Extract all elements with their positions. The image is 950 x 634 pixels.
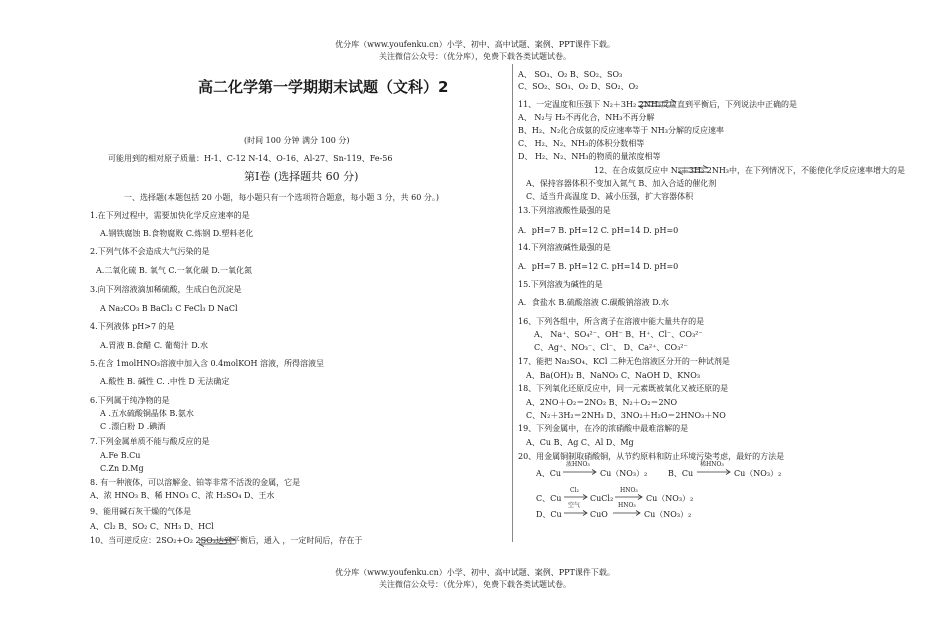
question-3-options: A Na₂CO₃ B BaCl₂ C FeCl₃ D NaCl	[100, 304, 238, 313]
arrow-right-icon	[696, 469, 732, 475]
question-10: 10、当可逆反应：2SO₂+O₂ 2SO₃达到平衡后，通入 ，一定时间后，存在于	[90, 536, 363, 545]
question-19-options: A、Cu B、Ag C、Al D、Mg	[526, 438, 634, 447]
question-12: 12、在合成氨反应中 N₂＋3H₂ 2NH₃中，在下列情况下，不能使化学反应速率增大的是	[594, 166, 906, 175]
reversible-arrow-icon	[197, 537, 237, 547]
reversible-arrow-icon	[676, 165, 710, 175]
question-17-options: A、Ba(OH)₂ B、NaNO₃ C、NaOH D、KNO₃	[526, 371, 701, 380]
q20-b-reagent: 稀HNO₃	[700, 461, 724, 468]
question-1-options: A.钢铁腐蚀 B.食物腐败 C.炼钢 D.塑料老化	[100, 229, 254, 238]
question-6: 6.下列属于纯净物的是	[90, 396, 170, 405]
question-4: 4.下列液体 pH>7 的是	[90, 322, 175, 331]
q20-d-start: D、Cu	[536, 510, 562, 519]
question-10-options-ab: A、 SO₃、O₂ B、SO₂、SO₃	[518, 70, 623, 79]
question-13: 13.下列溶液酸性最强的是	[518, 206, 611, 215]
question-9: 9、能用碱石灰干燥的气体是	[90, 507, 192, 516]
question-11-option-d: D、 H₂、N₂、NH₃的物质的量浓度相等	[518, 152, 661, 161]
header-line-1: 优分库（www.youfenku.cn）小学、初中、高中试题、案例、PPT课件下载。	[335, 40, 615, 49]
question-5: 5.在含 1molHNO₃溶液中加入含 0.4molKOH 溶液，所得溶液呈	[90, 359, 325, 368]
arrow-right-icon	[563, 510, 589, 516]
question-3: 3.向下列溶液滴加稀硫酸，生成白色沉淀是	[90, 285, 242, 294]
footer-line-1: 优分库（www.youfenku.cn）小学、初中、高中试题、案例、PPT课件下载。	[335, 568, 615, 577]
question-15: 15.下列溶液为碱性的是	[518, 280, 603, 289]
question-6-options-ab: A .五水硫酸铜晶体 B.氨水	[100, 409, 194, 418]
exam-time: (时间 100 分钟 满分 100 分)	[244, 136, 350, 145]
question-20: 20、用金属铜制取硝酸铜，从节约原料和防止环境污染考虑，最好的方法是	[518, 452, 785, 461]
question-14: 14.下列溶液碱性最强的是	[518, 243, 611, 252]
q20-d-product: Cu（NO₃）₂	[644, 510, 692, 519]
question-11-option-a: A、 N₂与 H₂不再化合，NH₃不再分解	[518, 113, 655, 122]
question-18-options-cd: C、N₂＋3H₂＝2NH₃ D、3NO₂＋H₂O＝2HNO₃＋NO	[526, 411, 726, 420]
arrow-right-icon	[563, 494, 589, 500]
q20-a-start: A、Cu	[536, 469, 562, 478]
arrow-right-icon	[562, 469, 598, 475]
question-16: 16、下列各组中，所含离子在溶液中能大量共存的是	[518, 317, 705, 326]
section-heading: 第Ⅰ卷 (选择题共 60 分)	[244, 170, 359, 183]
page-title: 高二化学第一学期期末试题（文科）2	[198, 78, 449, 96]
question-7-options-ab: A.Fe B.Cu	[100, 451, 141, 460]
q20-c-reagent-1: Cl₂	[570, 487, 579, 494]
q20-b-start: B、Cu	[668, 469, 694, 478]
question-12-options-cd: C、适当升高温度 D、减小压强，扩大容器体积	[526, 192, 694, 201]
question-10-options-cd: C、SO₂、SO₃、O₂ D、SO₂、O₂	[518, 82, 639, 91]
q20-c-intermediate: CuCl₂	[590, 494, 614, 503]
question-12-options-ab: A、保持容器体积不变加入氮气 B、加入合适的催化剂	[526, 179, 717, 188]
question-5-options: A.酸性 B. 碱性 C. .中性 D 无法确定	[100, 377, 230, 386]
q20-b-product: Cu（NO₃）₂	[734, 469, 782, 478]
arrow-right-icon	[614, 494, 644, 500]
question-8-options: A、浓 HNO₃ B、稀 HNO₃ C、浓 H₂SO₄ D、王水	[90, 491, 275, 500]
instructions: 一、选择题(本题包括 20 小题，每小题只有一个选项符合题意，每小题 3 分，共 60 分。)	[124, 193, 439, 202]
question-2: 2.下列气体不会造成大气污染的是	[90, 247, 210, 256]
question-11-option-c: C、 H₂、N₂、NH₃的体积分数相等	[518, 139, 645, 148]
question-11: 11、一定温度和压强下 N₂＋3H₂ 2NH₃反应直到平衡后，下列说法中正确的是	[518, 100, 798, 109]
question-8: 8. 有一种液体，可以溶解金、铂等非常不活泼的金属，它是	[90, 478, 301, 487]
question-11-option-b: B、H₂、N₂化合成氨的反应速率等于 NH₃分解的反应速率	[518, 126, 724, 135]
q20-d-reagent-2: HNO₃	[618, 502, 636, 509]
question-19: 19、下列金属中，在冷的浓硝酸中最难溶解的是	[518, 424, 689, 433]
question-6-options-cd: C .漂白粉 D .碘酒	[100, 422, 166, 431]
q20-a-product: Cu（NO₃）₂	[600, 469, 648, 478]
q20-c-start: C、Cu	[536, 494, 562, 503]
question-18-options-ab: A、2NO＋O₂＝2NO₂ B、N₂＋O₂＝2NO	[526, 398, 678, 407]
header-line-2: 关注微信公众号：（优分库），免费下载各类试题试卷。	[379, 52, 571, 61]
question-9-options: A、Cl₂ B、SO₂ C、NH₃ D、HCl	[90, 522, 214, 531]
q20-c-product: Cu（NO₃）₂	[646, 494, 694, 503]
q20-d-intermediate: CuO	[590, 510, 608, 519]
question-17: 17、能把 Na₂SO₄、KCl 二种无色溶液区分开的一种试剂是	[518, 357, 730, 366]
q20-a-reagent: 浓HNO₃	[566, 461, 590, 468]
question-2-options: A.二氧化硫 B. 氧气 C.一氧化碳 D.一氧化氮	[96, 266, 252, 275]
question-7-options-cd: C.Zn D.Mg	[100, 464, 144, 473]
question-1: 1.在下列过程中，需要加快化学反应速率的是	[90, 211, 250, 220]
atomic-masses: 可能用到的相对原子质量：H-1、C-12 N-14、O-16、Al-27、Sn-119、Fe-56	[108, 154, 393, 163]
question-16-options-cd: C、Ag⁺、NO₃⁻、Cl⁻、 D、Ca²⁺、CO₃²⁻	[534, 343, 688, 352]
column-divider	[512, 64, 513, 542]
question-14-options: A．pH=7 B. pH=12 C. pH=14 D. pH=0	[518, 262, 679, 271]
question-4-options: A.胃液 B.食醋 C. 葡萄汁 D.水	[100, 341, 208, 350]
q20-d-reagent-1: 空气	[568, 502, 581, 509]
question-16-options-ab: A、 Na⁺、SO₄²⁻、OH⁻ B、H⁺、Cl⁻、CO₃²⁻	[534, 330, 703, 339]
arrow-right-icon	[612, 510, 642, 516]
reversible-arrow-icon	[636, 99, 678, 109]
footer-line-2: 关注微信公众号：（优分库），免费下载各类试题试卷。	[379, 580, 571, 589]
question-13-options: A．pH=7 B. pH=12 C. pH=14 D. pH=0	[518, 226, 679, 235]
question-18: 18、下列氧化还原反应中，同一元素既被氧化又被还原的是	[518, 384, 729, 393]
q20-c-reagent-2: HNO₃	[620, 487, 638, 494]
question-7: 7.下列金属单质不能与酸反应的是	[90, 437, 210, 446]
question-15-options: A．食盐水 B.硫酸溶液 C.碳酸钠溶液 D.水	[518, 298, 669, 307]
